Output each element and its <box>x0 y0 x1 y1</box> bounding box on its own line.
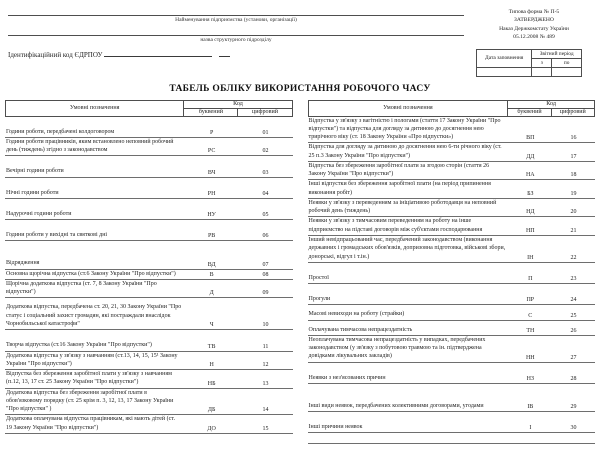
legend-row-code-10 <box>5 303 293 330</box>
digit-code-header: цифровий <box>559 109 586 116</box>
designation-text: Додаткова оплачувана відпустка працівникам, які мають дітей (ст. 19 Закону України "Про відпустки") <box>6 416 175 431</box>
legend-row-code-23 <box>308 274 596 284</box>
digit-code: 29 <box>570 404 577 411</box>
designation-column-header: Умовні позначення <box>309 101 509 116</box>
digit-code: 19 <box>570 190 577 197</box>
designation-text: Додаткова відпустка, передбачена ст. 20, 21, 30 Закону України "Про статус і соціальний захист громадян, які постраждали внаслідок Чорнобильської катастрофи" <box>6 304 182 328</box>
designation-text: Неоплачувана тимчасова непрацездатність у випадках, передбачених законодавством (у зв'язку з побутовою травмою та ін. підтверджена довідками лікувальних закладів) <box>308 336 486 360</box>
designation-column-header: Умовні позначення <box>6 101 184 116</box>
digit-code: 24 <box>570 297 577 304</box>
digit-code: 12 <box>262 362 269 369</box>
form-reference <box>476 8 592 42</box>
code-column-header: Код <box>508 101 594 109</box>
digit-code: 07 <box>262 261 269 268</box>
legend-row-code-15 <box>5 415 293 434</box>
letter-code: Н <box>209 362 214 369</box>
legend-row-code-13 <box>5 370 293 389</box>
order-date-line: 05.12.2008 № 489 <box>513 34 555 41</box>
letter-code: Ч <box>209 322 214 329</box>
edrpou-row <box>8 50 464 59</box>
letter-code: Р <box>209 129 214 136</box>
digit-code: 13 <box>262 380 269 387</box>
designation-text: Години роботи працівників, яким встановлено неповний робочий день (тиждень) згідно з законодавством <box>6 138 174 154</box>
letter-code: НД <box>526 209 535 216</box>
letter-code: НП <box>525 228 535 235</box>
digit-code: 05 <box>262 212 269 219</box>
designation-text: Творча відпустка (ст.16 Закону України "Про відпустки") <box>6 342 152 349</box>
legend-body-right <box>308 117 596 434</box>
approval-block <box>476 8 592 77</box>
letter-code: ТВ <box>207 343 216 350</box>
legend-row-code-08 <box>5 270 293 280</box>
digit-code: 04 <box>262 190 269 197</box>
digit-code: 10 <box>262 322 269 329</box>
legend-row-code-11 <box>5 341 293 351</box>
legend-row-code-18 <box>308 162 596 181</box>
legend-row-code-17 <box>308 143 596 162</box>
digit-code: 27 <box>570 354 577 361</box>
letter-code: ІВ <box>527 404 534 411</box>
letter-code: ДО <box>207 425 216 432</box>
letter-code-header: буквений <box>508 109 551 116</box>
digit-code: 16 <box>570 135 577 142</box>
company-name-caption: Найменування підприємства (установи, організації) <box>175 17 297 23</box>
fill-date-cell[interactable] <box>477 67 532 76</box>
letter-code: ДД <box>526 153 535 160</box>
designation-text: Неявки з нез'ясованих причин <box>308 374 386 381</box>
designation-text: Вечірні години роботи <box>6 168 64 175</box>
legend-header-right <box>308 100 596 117</box>
empty-fill-line[interactable] <box>308 443 596 444</box>
designation-text: Відпустка без збереження заробітної плати за згодою сторін (стаття 26 Закону України "Про відпустки") <box>308 162 490 178</box>
period-from-header: з <box>532 58 552 67</box>
legend-row-code-24 <box>308 295 596 305</box>
letter-code: ПР <box>526 297 535 304</box>
fill-date-header: Дата заповнення <box>477 49 532 67</box>
letter-code: П <box>528 276 533 283</box>
designation-text: Надурочні години роботи <box>6 210 72 217</box>
designation-text: Масові невиходи на роботу (страйки) <box>308 311 405 318</box>
form-header <box>0 0 600 77</box>
letter-code: ДБ <box>207 407 216 414</box>
legend-row-code-05 <box>5 210 293 220</box>
digit-code: 30 <box>570 425 577 432</box>
letter-code: НН <box>525 354 535 361</box>
edrpou-label: Ідентифікаційний код ЄДРПОУ <box>8 51 103 59</box>
digit-code: 08 <box>262 271 269 278</box>
page-title: ТАБЕЛЬ ОБЛІКУ ВИКОРИСТАННЯ РОБОЧОГО ЧАСУ <box>169 83 431 94</box>
letter-code: ВЧ <box>207 169 216 176</box>
legend-body-left <box>5 128 293 434</box>
designation-text: Щорічна додаткова відпустка (ст. 7, 8 Закону України "Про відпустки") <box>6 280 157 296</box>
letter-code: НЗ <box>526 375 534 382</box>
legend-row-code-14 <box>5 389 293 416</box>
letter-code-header: буквений <box>184 109 238 116</box>
edrpou-short-fill-line[interactable] <box>219 50 230 57</box>
legend-row-code-22 <box>308 236 596 263</box>
code-column-header: Код <box>184 101 291 109</box>
letter-code: ІН <box>527 254 534 261</box>
digit-code: 03 <box>262 169 269 176</box>
approved-line: ЗАТВЕРДЖЕНО <box>514 17 554 24</box>
designation-text: Інші види неявок, передбачених колективними договорами, угодами <box>308 402 484 409</box>
letter-code: НУ <box>207 212 216 219</box>
digit-code: 02 <box>262 148 269 155</box>
legend-row-code-16 <box>308 117 596 144</box>
digit-code: 26 <box>570 327 577 334</box>
designation-text: Відпустка без збереження заробітної плати у зв'язку з навчанням (п.12, 13, 17 ст. 25 Закону України "Про відпустки") <box>6 371 172 386</box>
legend-table-right <box>308 100 596 445</box>
organization-block <box>8 8 476 77</box>
period-to-header: по <box>552 58 582 67</box>
legend-row-code-09 <box>5 280 293 299</box>
designation-text: Відпустка у зв'язку з вагітністю і пологами (стаття 17 Закону України "Про відпустки") та відпустка для догляду за дитиною до досягнення нею трирічного віку (ст. 18 Закону України «Про відпустки») <box>308 117 501 141</box>
department-caption: назва структурного підрозділу <box>200 37 272 43</box>
legend-row-code-19 <box>308 180 596 199</box>
company-name-fill-line[interactable] <box>8 8 464 16</box>
legend-row-code-01 <box>5 128 293 138</box>
legend-row-code-04 <box>5 189 293 199</box>
legend-row-code-29 <box>308 402 596 412</box>
designation-text: Прогули <box>308 296 331 303</box>
letter-code: І <box>529 425 532 432</box>
report-period-table <box>476 49 582 77</box>
designation-text: Інші відпустки без збереження заробітної плати (на період припинення виконання робіт) <box>308 181 491 196</box>
edrpou-fill-line[interactable] <box>104 50 212 57</box>
designation-text: Інші причини неявок <box>308 424 363 431</box>
designation-text: Нічні години роботи <box>6 189 59 196</box>
designation-text: Години роботи у вихідні та святкові дні <box>6 232 108 239</box>
legend-columns <box>0 100 600 445</box>
designation-text: Додаткова відпустка у зв'язку з навчанням (ст.13, 14, 15, 15¹ Закону України "Про відпустки") <box>6 352 178 367</box>
legend-header-left <box>5 100 293 117</box>
digit-code: 06 <box>262 233 269 240</box>
period-from-cell[interactable] <box>532 67 552 76</box>
report-period-header: Звітний період <box>532 49 582 58</box>
legend-row-code-07 <box>5 259 293 269</box>
letter-code: С <box>528 312 533 319</box>
period-to-cell[interactable] <box>552 67 582 76</box>
legend-row-code-03 <box>5 167 293 177</box>
letter-code: РВ <box>207 233 216 240</box>
legend-row-code-25 <box>308 310 596 320</box>
letter-code: Д <box>209 290 214 297</box>
designation-text: Відпустка для догляду за дитиною до досягнення нею 6-ти річного віку (ст. 25 п.3 Закону України "Про відпустки") <box>308 144 502 159</box>
designation-text: Неявки у зв'язку з переведенням за ініціативою роботодавця на неповний робочий день (тиждень) <box>308 199 497 215</box>
form-number-line: Типова форма № П-5 <box>508 9 560 15</box>
designation-text: Години роботи, передбачені колдоговором <box>6 128 115 135</box>
digit-code: 21 <box>570 228 577 235</box>
legend-row-code-30 <box>308 423 596 433</box>
letter-code: НА <box>525 172 535 179</box>
letter-code: БЗ <box>527 190 534 197</box>
digit-code: 20 <box>570 209 577 216</box>
designation-text: Відрядження <box>6 260 40 267</box>
designation-text: Інший невідпрацьований час, передбачений законодавством (виконання державних і громадських обов'язків, допризовна підготовка, військові збори, донорські, відгул і т.ін.) <box>308 237 506 260</box>
letter-code: НБ <box>207 380 216 387</box>
letter-code: ВД <box>207 261 216 268</box>
digit-code: 15 <box>262 425 269 432</box>
digit-code: 09 <box>262 290 269 297</box>
digit-code: 23 <box>570 276 577 283</box>
digit-code-header: цифровий <box>252 109 278 116</box>
legend-row-code-06 <box>5 231 293 241</box>
legend-table-left <box>5 100 293 434</box>
designation-text: Додаткова відпустка без збереження заробітної плати в обов'язковому порядку (ст. 25 крім п. 3, 12, 13, 17 Закону України "Про відпустки" ) <box>6 389 174 413</box>
legend-row-code-27 <box>308 336 596 363</box>
letter-code: ТН <box>526 327 535 334</box>
digit-code: 22 <box>570 254 577 261</box>
legend-row-code-28 <box>308 374 596 384</box>
designation-text: Простої <box>308 274 329 281</box>
letter-code: РС <box>207 148 216 155</box>
legend-row-code-21 <box>308 217 596 236</box>
digit-code: 17 <box>570 153 577 160</box>
legend-row-code-12 <box>5 352 293 371</box>
designation-text: Неявки у зв'язку з тимчасовим переведенням на роботу на інше підприємство на підставі договорів між суб'єктами господарювання <box>308 218 483 233</box>
digit-code: 14 <box>262 407 269 414</box>
digit-code: 28 <box>570 375 577 382</box>
digit-code: 25 <box>570 312 577 319</box>
letter-code: В <box>209 271 214 278</box>
legend-row-code-02 <box>5 138 293 157</box>
order-authority-line: Наказ Держкомстату України <box>499 25 569 32</box>
designation-text: Оплачувана тимчасова непрацездатність <box>308 326 413 333</box>
letter-code: ВП <box>526 135 535 142</box>
legend-row-code-26 <box>308 326 596 336</box>
legend-row-code-20 <box>308 199 596 218</box>
letter-code: РН <box>207 190 216 197</box>
digit-code: 01 <box>262 129 269 136</box>
digit-code: 11 <box>262 343 269 350</box>
department-fill-line[interactable] <box>8 26 464 36</box>
digit-code: 18 <box>570 172 577 179</box>
designation-text: Основна щорічна відпустка (ст.6 Закону України "Про відпустки") <box>6 270 176 277</box>
